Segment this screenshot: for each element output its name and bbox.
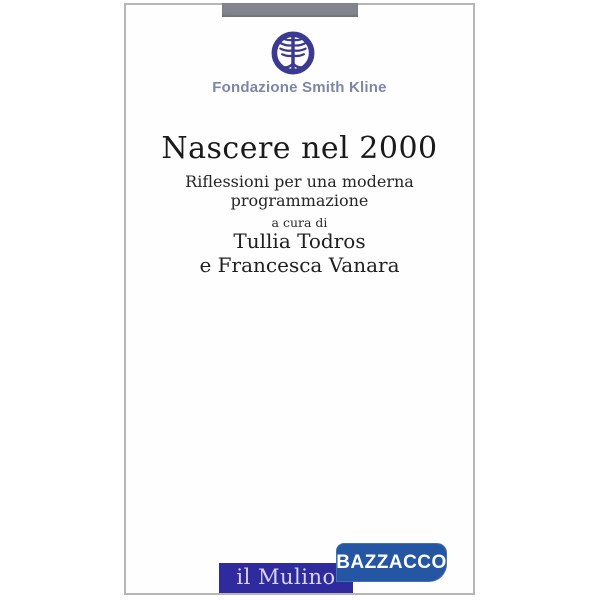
spine-top-bar [222, 3, 358, 17]
seller-watermark-label: BAZZACCO [336, 551, 447, 573]
book-subtitle: Riflessioni per una moderna programmazione [185, 172, 414, 210]
publisher-logo [126, 27, 459, 79]
book-cover [124, 3, 475, 595]
seller-watermark-badge [336, 543, 447, 582]
publisher-imprint-box [219, 563, 353, 593]
editor-names [126, 229, 473, 277]
publisher-name: il Mulino [236, 565, 336, 589]
editor-name-line2: e Francesca Vanara [199, 253, 400, 277]
publisher-logo-label: Fondazione Smith Kline [212, 79, 387, 96]
book-title: Nascere nel 2000 [161, 131, 438, 166]
editor-prefix: a cura di [271, 215, 328, 230]
editor-name-line1: Tullia Todros [233, 229, 366, 253]
tree-of-life-icon [267, 27, 319, 79]
